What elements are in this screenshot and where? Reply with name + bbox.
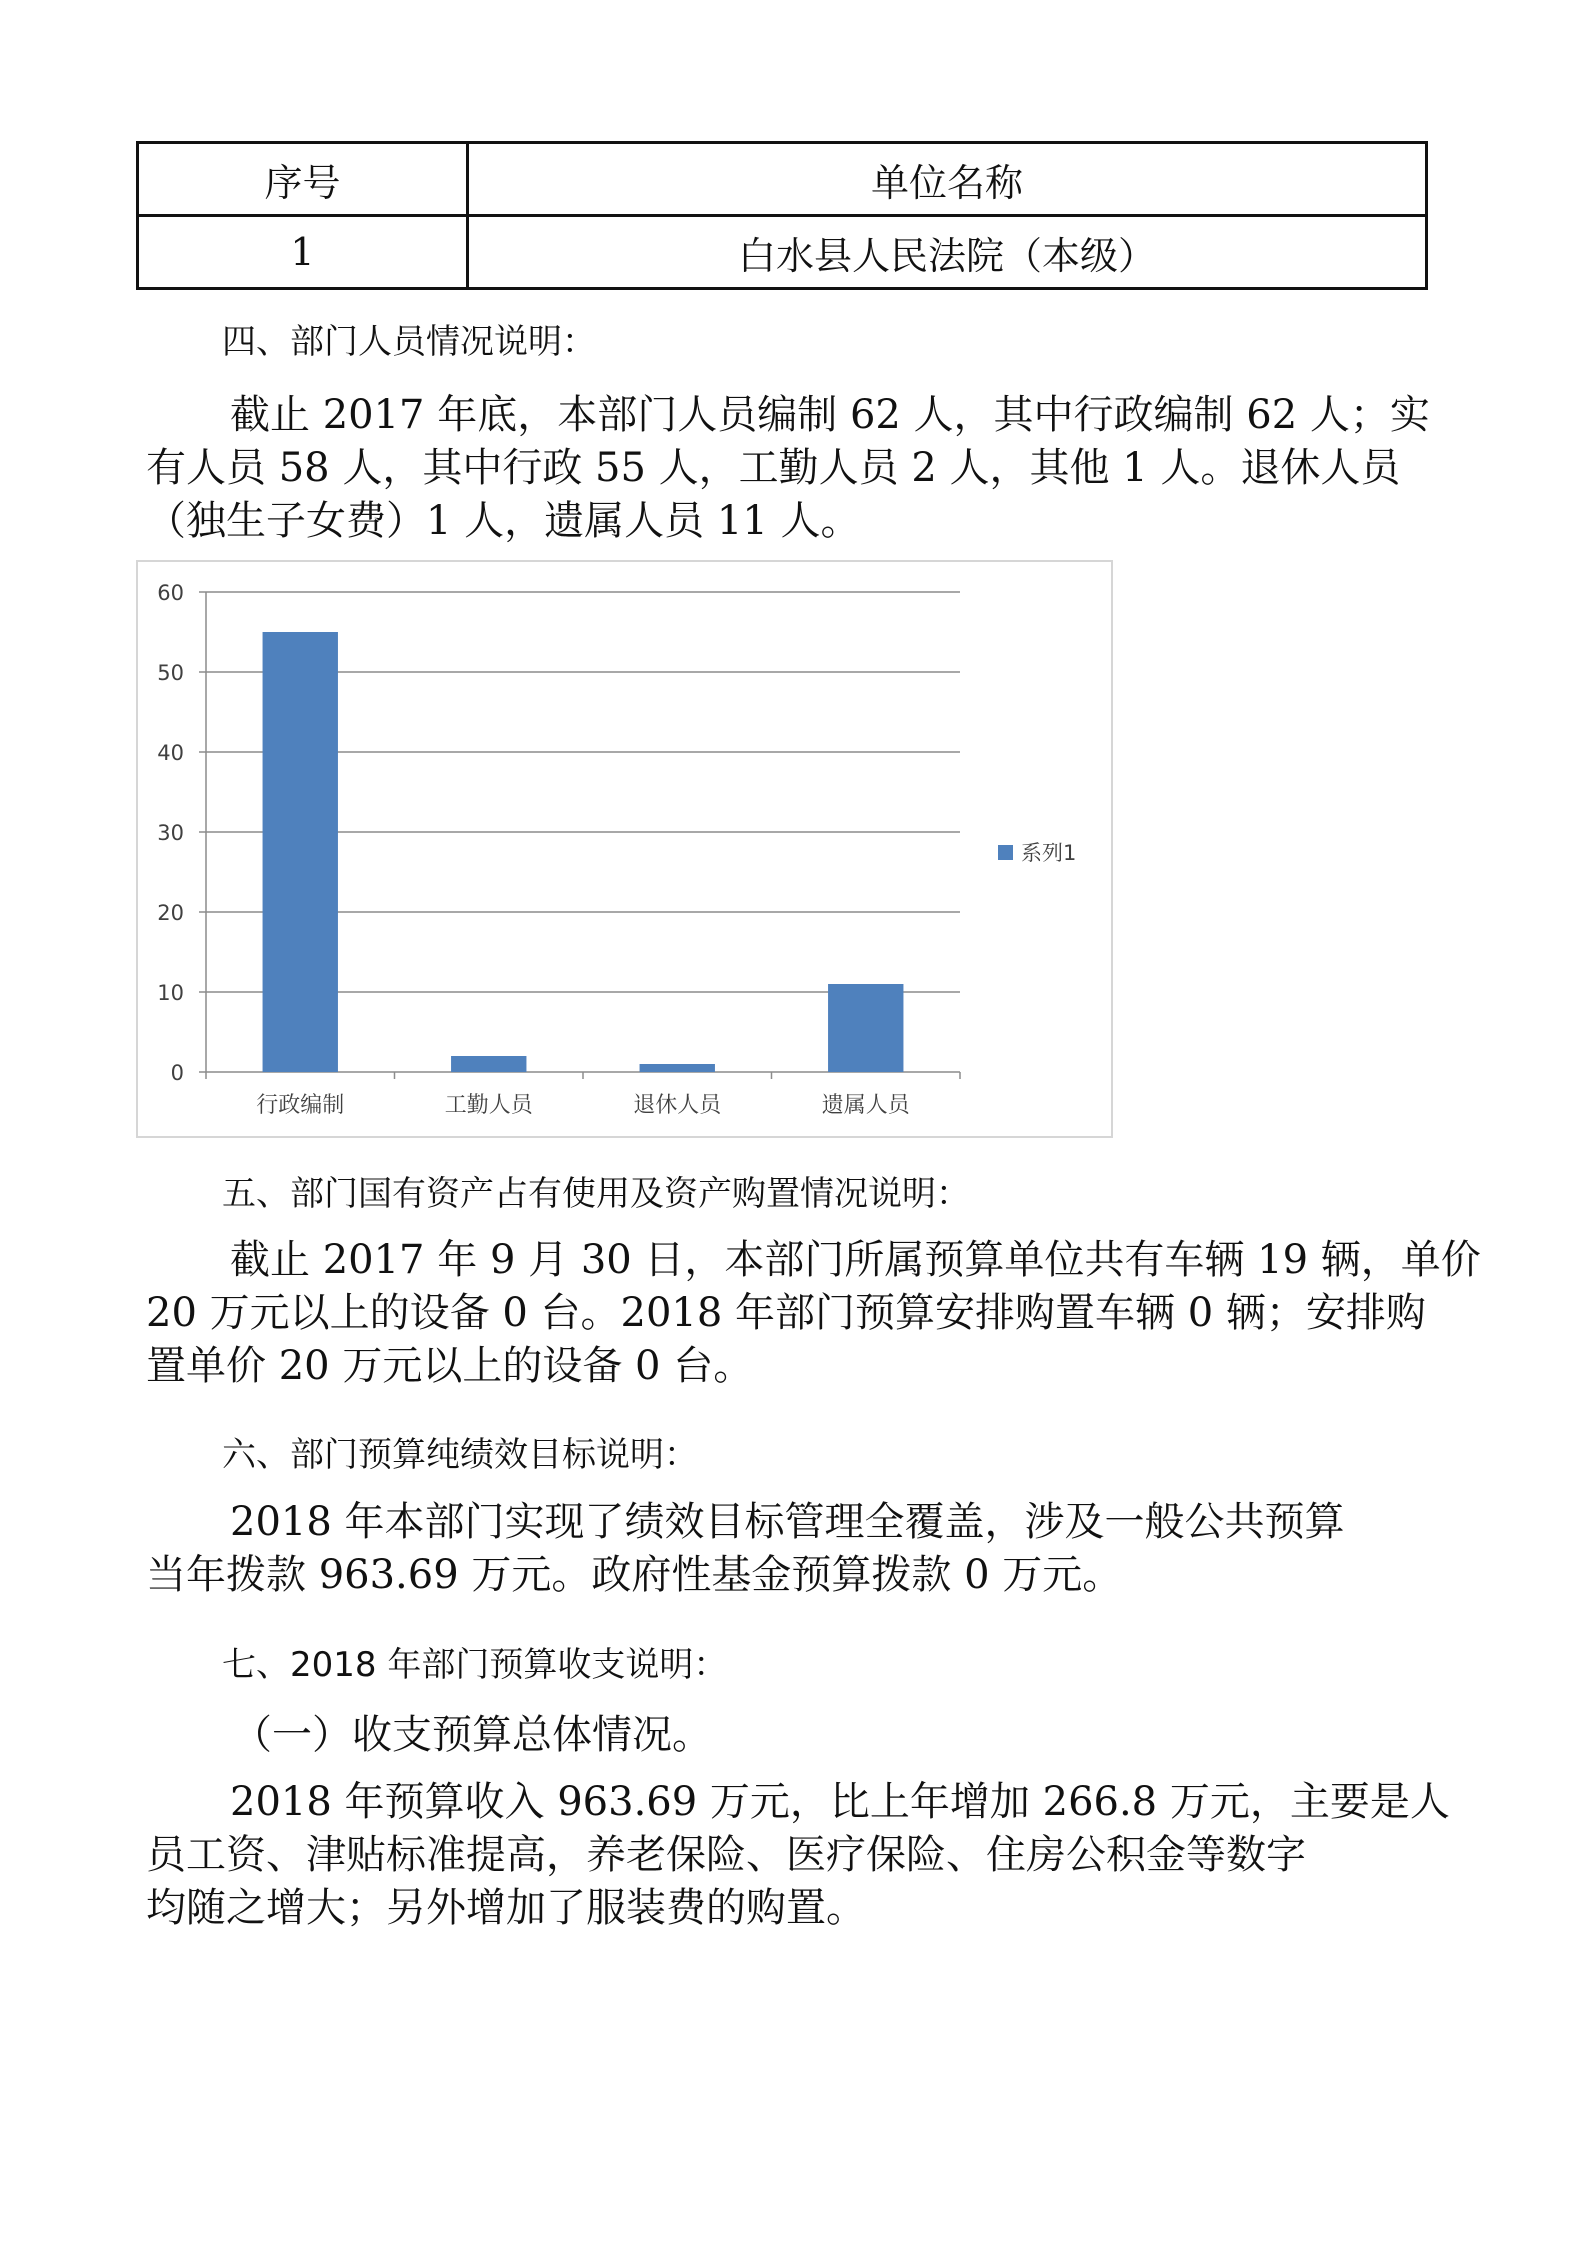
x-category-label: 遗属人员 — [821, 1093, 910, 1118]
x-category-label: 退休人员 — [633, 1093, 722, 1118]
paragraph-line: 20 万元以上的设备 0 台。2018 年部门预算安排购置车辆 0 辆；安排购 — [146, 1290, 1426, 1336]
section-6-heading: 六、部门预算纯绩效目标说明： — [222, 1435, 698, 1475]
paragraph-line: 当年拨款 963.69 万元。政府性基金预算拨款 0 万元。 — [146, 1552, 1123, 1598]
table-row — [138, 216, 1427, 289]
section-4-paragraph — [146, 389, 1516, 548]
table-cell: 1 — [138, 216, 468, 289]
section-7-subheading: （一）收支预算总体情况。 — [232, 1712, 712, 1758]
y-tick-label: 0 — [170, 1061, 184, 1085]
bar-1 — [263, 632, 338, 1072]
y-tick-label: 40 — [157, 741, 184, 765]
section-7-paragraph — [146, 1776, 1516, 1935]
section-7-heading: 七、2018 年部门预算收支说明： — [222, 1645, 728, 1685]
paragraph-line: 有人员 58 人，其中行政 55 人，工勤人员 2 人，其他 1 人。退休人员 — [146, 445, 1401, 491]
bar-2 — [451, 1056, 526, 1072]
y-tick-label: 60 — [157, 581, 184, 605]
paragraph-line: 2018 年预算收入 963.69 万元，比上年增加 266.8 万元，主要是人 — [230, 1779, 1450, 1825]
bar-3 — [640, 1064, 715, 1072]
paragraph-line: 置单价 20 万元以上的设备 0 台。 — [146, 1343, 754, 1389]
x-category-label: 行政编制 — [256, 1093, 345, 1118]
chart-canvas — [138, 562, 1115, 1140]
legend-label: 系列1 — [1021, 841, 1077, 865]
y-tick-label: 20 — [157, 901, 184, 925]
y-tick-label: 10 — [157, 981, 184, 1005]
section-6-paragraph — [146, 1496, 1516, 1602]
section-5-paragraph — [146, 1234, 1516, 1393]
staff-bar-chart — [136, 560, 1113, 1138]
paragraph-line: 截止 2017 年底，本部门人员编制 62 人，其中行政编制 62 人；实 — [230, 392, 1430, 438]
paragraph-line: 均随之增大；另外增加了服装费的购置。 — [146, 1885, 866, 1931]
legend-swatch — [998, 845, 1013, 860]
unit-table — [136, 141, 1428, 290]
section-5-heading: 五、部门国有资产占有使用及资产购置情况说明： — [222, 1174, 970, 1214]
table-header-row — [138, 143, 1427, 216]
paragraph-line: 2018 年本部门实现了绩效目标管理全覆盖，涉及一般公共预算 — [230, 1499, 1345, 1545]
table-header-cell: 单位名称 — [468, 143, 1427, 216]
section-4-heading: 四、部门人员情况说明： — [222, 322, 596, 362]
paragraph-line: 截止 2017 年 9 月 30 日，本部门所属预算单位共有车辆 19 辆，单价 — [230, 1237, 1481, 1283]
paragraph-line: （独生子女费）1 人，遗属人员 11 人。 — [146, 498, 861, 544]
table-cell: 白水县人民法院（本级） — [468, 216, 1427, 289]
paragraph-line: 员工资、津贴标准提高，养老保险、医疗保险、住房公积金等数字 — [146, 1832, 1306, 1878]
y-tick-label: 50 — [157, 661, 184, 685]
bar-4 — [828, 984, 903, 1072]
table-header-cell: 序号 — [138, 143, 468, 216]
y-tick-label: 30 — [157, 821, 184, 845]
x-category-label: 工勤人员 — [444, 1093, 533, 1118]
